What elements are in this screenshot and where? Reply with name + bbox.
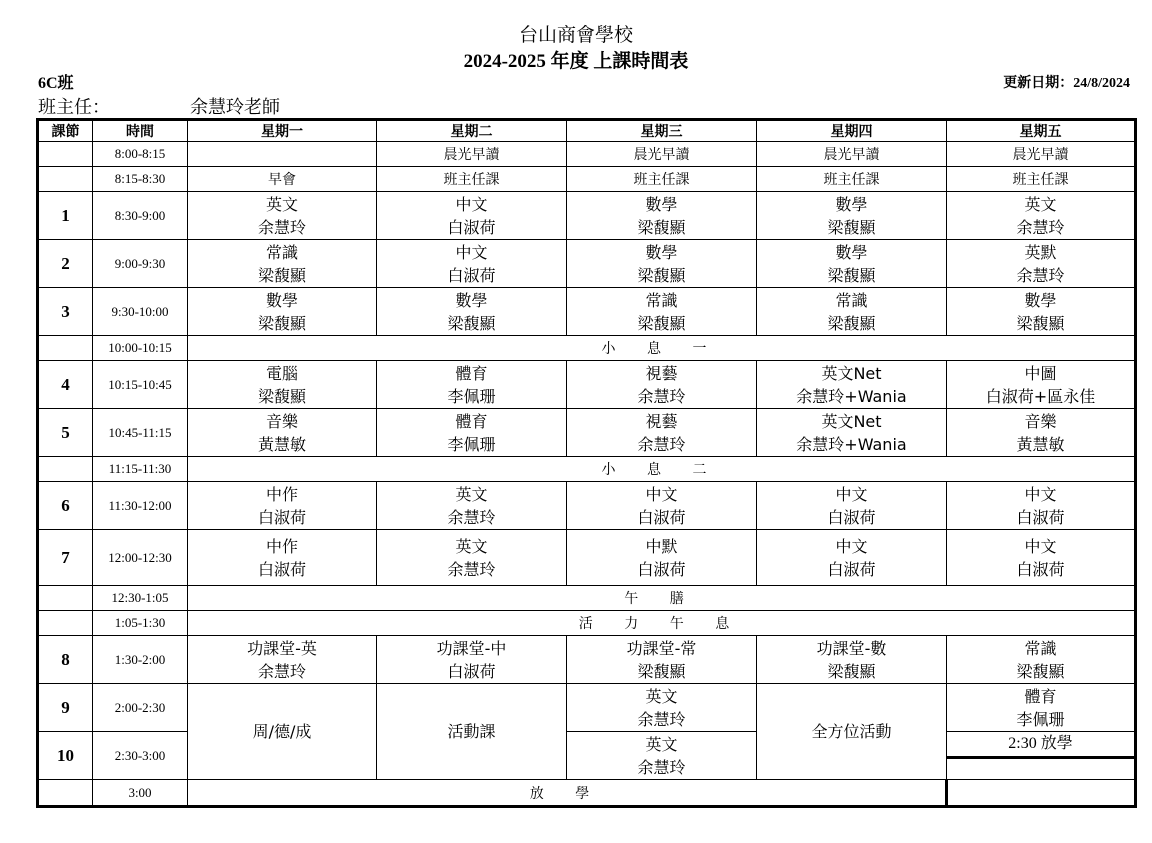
subject: 功課堂-英: [247, 638, 317, 658]
slot-cell: [757, 240, 947, 288]
slot-cell: [757, 530, 947, 586]
table-row: [38, 361, 1136, 409]
teacher: 梁馥顯: [637, 217, 686, 237]
break-row: [38, 457, 1136, 482]
end-row: [38, 780, 1136, 807]
table-row: [38, 530, 1136, 586]
subject: 英文: [265, 194, 298, 214]
time-cell: 12:00-12:30: [93, 530, 188, 586]
period-cell: [38, 457, 93, 482]
subject: 常識: [265, 242, 298, 262]
table-row: [38, 684, 1136, 732]
slot-cell: [567, 288, 757, 336]
subject: 英文: [455, 484, 488, 504]
table-row: [38, 240, 1136, 288]
teacher: 黃慧敏: [1016, 434, 1065, 454]
slot-cell: [188, 409, 377, 457]
teacher: 余慧玲: [637, 757, 686, 777]
slot-cell: 晨光早讀: [757, 142, 947, 167]
slot-cell: [567, 409, 757, 457]
time-cell: 9:00-9:30: [93, 240, 188, 288]
time-cell: 8:00-8:15: [93, 142, 188, 167]
subject: 中文: [1024, 484, 1057, 504]
period-number: 4: [38, 361, 93, 409]
slot-cell: [947, 684, 1136, 732]
subject: 功課堂-常: [626, 638, 697, 658]
table-row: [38, 167, 1136, 192]
period-cell: [38, 780, 93, 807]
teacher: 白淑荷: [827, 559, 876, 579]
subject: 中文: [645, 484, 678, 504]
slot-cell: [377, 482, 567, 530]
lunch-label: 午 膳: [188, 586, 1136, 611]
teacher: 梁馥顯: [827, 661, 876, 681]
col-thu: 星期四: [757, 120, 947, 142]
period-number: 7: [38, 530, 93, 586]
subject: 英文: [1024, 194, 1057, 214]
subject: 中作: [265, 536, 298, 556]
slot-cell: [188, 240, 377, 288]
teacher: 白淑荷: [827, 507, 876, 527]
teacher: 梁馥顯: [257, 313, 306, 333]
period-number: 2: [38, 240, 93, 288]
time-cell: 9:30-10:00: [93, 288, 188, 336]
teacher: 余慧玲+Wania: [796, 386, 907, 406]
teacher: 梁馥顯: [637, 661, 686, 681]
subject: 常識: [1024, 638, 1057, 658]
slot-cell: [567, 684, 757, 732]
slot-cell: 班主任課: [567, 167, 757, 192]
slot-cell: [757, 192, 947, 240]
subject: 英文Net: [821, 363, 882, 383]
teacher: 余慧玲: [447, 507, 496, 527]
slot-cell: [757, 288, 947, 336]
slot-cell: [757, 409, 947, 457]
subject: 英文: [455, 536, 488, 556]
activity-break-label: 活 力 午 息: [188, 611, 1136, 636]
slot-cell: [757, 361, 947, 409]
subject: 數學: [645, 242, 678, 262]
slot-cell: [567, 482, 757, 530]
time-cell: 12:30-1:05: [93, 586, 188, 611]
slot-cell: 全方位活動: [757, 684, 947, 780]
teacher: 白淑荷: [1016, 559, 1065, 579]
period-cell: [38, 167, 93, 192]
time-cell: 1:30-2:00: [93, 636, 188, 684]
subject: 體育: [455, 411, 488, 431]
subject: 英文Net: [821, 411, 882, 431]
subject: 英文: [645, 686, 678, 706]
subject: 電腦: [265, 363, 298, 383]
header-row: [38, 120, 1136, 142]
slot-cell: [947, 530, 1136, 586]
dismissal-label: 放 學: [188, 780, 947, 807]
slot-cell: [567, 732, 757, 780]
teacher: 梁馥顯: [827, 313, 876, 333]
table-row: [38, 482, 1136, 530]
time-cell: 2:00-2:30: [93, 684, 188, 732]
slot-cell: [377, 192, 567, 240]
period-number: 10: [38, 732, 93, 780]
time-cell: 8:30-9:00: [93, 192, 188, 240]
slot-cell: 晨光早讀: [567, 142, 757, 167]
slot-cell: 班主任課: [377, 167, 567, 192]
subject: 英默: [1024, 242, 1057, 262]
period-cell: [38, 586, 93, 611]
teacher: 余慧玲: [637, 386, 686, 406]
period-cell: [38, 611, 93, 636]
period-number: 5: [38, 409, 93, 457]
time-cell: 10:00-10:15: [93, 336, 188, 361]
slot-cell: [947, 482, 1136, 530]
subject: 數學: [265, 290, 298, 310]
break-row: [38, 611, 1136, 636]
period-number: 8: [38, 636, 93, 684]
slot-cell: [757, 482, 947, 530]
subject: 中作: [265, 484, 298, 504]
slot-cell: [377, 530, 567, 586]
slot-cell: [567, 240, 757, 288]
teacher: 白淑荷: [257, 559, 306, 579]
time-cell: 11:15-11:30: [93, 457, 188, 482]
teacher: 白淑荷: [1016, 507, 1065, 527]
break-row: [38, 586, 1136, 611]
break-row: [38, 336, 1136, 361]
subject: 功課堂-中: [436, 638, 507, 658]
time-cell: 1:05-1:30: [93, 611, 188, 636]
col-tue: 星期二: [377, 120, 567, 142]
subject: 功課堂-數: [816, 638, 887, 658]
timetable-title: 2024-2025 年度 上課時間表: [463, 51, 689, 72]
teacher: 余慧玲: [1016, 217, 1065, 237]
subject: 英文: [645, 734, 678, 754]
slot-cell: [947, 409, 1136, 457]
slot-cell: [188, 142, 377, 167]
teacher: 梁馥顯: [1016, 313, 1065, 333]
slot-cell: [567, 192, 757, 240]
slot-cell: [188, 192, 377, 240]
slot-cell: [377, 288, 567, 336]
subject: 常識: [835, 290, 868, 310]
slot-cell: [947, 361, 1136, 409]
class-name: 6C班: [38, 75, 74, 92]
col-fri: 星期五: [947, 120, 1136, 142]
slot-cell: [947, 732, 1136, 780]
period-cell: [38, 336, 93, 361]
class-teacher-name: 余慧玲老師: [190, 97, 280, 117]
subject: 音樂: [265, 411, 298, 431]
col-wed: 星期三: [567, 120, 757, 142]
teacher: 余慧玲+Wania: [796, 434, 907, 454]
school-name: 台山商會學校: [518, 25, 633, 46]
teacher: 李佩珊: [447, 434, 496, 454]
subject: 中文: [1024, 536, 1057, 556]
period-number: 1: [38, 192, 93, 240]
slot-cell: [947, 192, 1136, 240]
period-number: 3: [38, 288, 93, 336]
subject: 中默: [645, 536, 678, 556]
slot-cell: [567, 361, 757, 409]
update-date: 更新日期：24/8/2024: [1003, 76, 1130, 91]
subject: 中文: [455, 194, 488, 214]
break-label: 小 息 二: [188, 457, 1136, 482]
teacher: 白淑荷: [447, 661, 496, 681]
teacher: 余慧玲: [257, 217, 306, 237]
subject: 數學: [835, 194, 868, 214]
break-label: 小 息 一: [188, 336, 1136, 361]
teacher: 梁馥顯: [637, 265, 686, 285]
teacher: 梁馥顯: [257, 265, 306, 285]
slot-cell: [188, 288, 377, 336]
slot-cell: [188, 361, 377, 409]
teacher: 白淑荷: [447, 217, 496, 237]
teacher: 梁馥顯: [637, 313, 686, 333]
subject: 中文: [455, 242, 488, 262]
subject: 數學: [645, 194, 678, 214]
slot-cell: [947, 240, 1136, 288]
slot-cell: [757, 636, 947, 684]
time-cell: 8:15-8:30: [93, 167, 188, 192]
subject: 數學: [835, 242, 868, 262]
subject: 音樂: [1024, 411, 1057, 431]
slot-cell: 班主任課: [757, 167, 947, 192]
teacher: 余慧玲: [637, 709, 686, 729]
slot-cell: [188, 530, 377, 586]
subject: 視藝: [645, 363, 678, 383]
teacher: 黃慧敏: [257, 434, 306, 454]
slot-cell: 活動課: [377, 684, 567, 780]
time-cell: 11:30-12:00: [93, 482, 188, 530]
time-cell: 10:15-10:45: [93, 361, 188, 409]
teacher: 李佩珊: [447, 386, 496, 406]
teacher: 余慧玲: [1016, 265, 1065, 285]
slot-cell: [188, 636, 377, 684]
teacher: 白淑荷: [637, 507, 686, 527]
slot-cell: 早會: [188, 167, 377, 192]
class-teacher-label: 班主任：: [38, 97, 110, 117]
teacher: 梁馥顯: [257, 386, 306, 406]
teacher: 梁馥顯: [1016, 661, 1065, 681]
slot-cell: [377, 361, 567, 409]
subject: 數學: [1024, 290, 1057, 310]
teacher: 梁馥顯: [827, 265, 876, 285]
subject: 中圖: [1024, 363, 1057, 383]
slot-cell: [947, 636, 1136, 684]
teacher: 白淑荷: [637, 559, 686, 579]
teacher: 余慧玲: [257, 661, 306, 681]
period-number: 9: [38, 684, 93, 732]
teacher: 梁馥顯: [447, 313, 496, 333]
subject: 體育: [455, 363, 488, 383]
slot-cell: 周/德/成: [188, 684, 377, 780]
time-cell: 3:00: [93, 780, 188, 807]
subject: 視藝: [645, 411, 678, 431]
table-row: [38, 142, 1136, 167]
slot-cell: [567, 530, 757, 586]
subject: 數學: [455, 290, 488, 310]
empty-cell: [947, 780, 1136, 807]
teacher: 余慧玲: [637, 434, 686, 454]
slot-cell: [567, 636, 757, 684]
table-row: [38, 636, 1136, 684]
slot-cell: 晨光早讀: [947, 142, 1136, 167]
teacher: 李佩珊: [1016, 709, 1065, 729]
col-time: 時間: [93, 120, 188, 142]
period-number: 6: [38, 482, 93, 530]
table-row: [38, 409, 1136, 457]
slot-cell: [377, 409, 567, 457]
dismissal-note: 2:30 放學: [947, 732, 1134, 759]
col-mon: 星期一: [188, 120, 377, 142]
slot-cell: [947, 288, 1136, 336]
teacher: 白淑荷+區永佳: [985, 386, 1096, 406]
slot-cell: [188, 482, 377, 530]
slot-cell: 班主任課: [947, 167, 1136, 192]
table-row: [38, 192, 1136, 240]
table-row: [38, 288, 1136, 336]
slot-cell: [377, 636, 567, 684]
teacher: 梁馥顯: [827, 217, 876, 237]
subject: 體育: [1024, 686, 1057, 706]
teacher: 白淑荷: [447, 265, 496, 285]
slot-cell: [377, 240, 567, 288]
slot-cell: 晨光早讀: [377, 142, 567, 167]
subject: 常識: [645, 290, 678, 310]
period-cell: [38, 142, 93, 167]
time-cell: 2:30-3:00: [93, 732, 188, 780]
subject: 中文: [835, 536, 868, 556]
timetable: [36, 118, 1137, 808]
teacher: 余慧玲: [447, 559, 496, 579]
time-cell: 10:45-11:15: [93, 409, 188, 457]
col-period: 課節: [38, 120, 93, 142]
teacher: 白淑荷: [257, 507, 306, 527]
subject: 中文: [835, 484, 868, 504]
